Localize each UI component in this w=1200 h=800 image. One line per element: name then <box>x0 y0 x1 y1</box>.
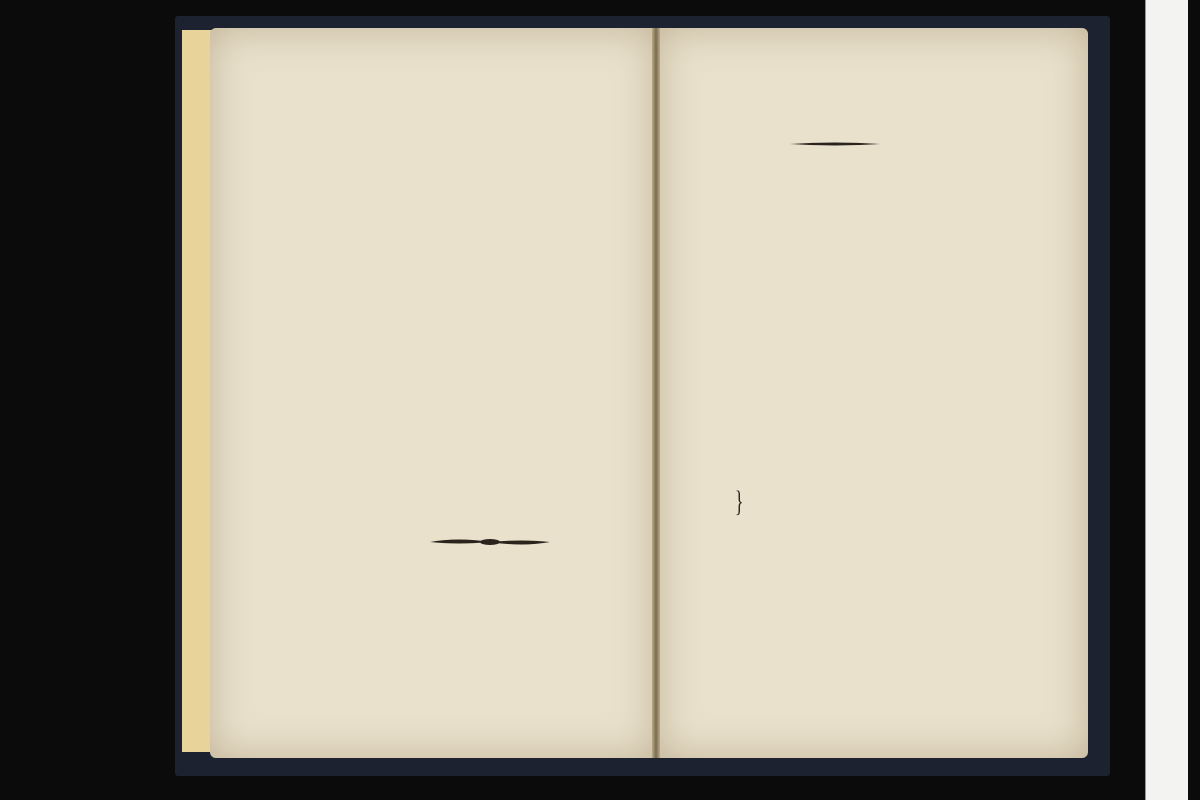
book-gutter <box>652 28 660 758</box>
measuring-ruler <box>1145 0 1188 800</box>
ornament-divider <box>428 536 552 548</box>
right-page <box>658 28 1088 758</box>
left-page <box>210 28 655 758</box>
brace-glyph: } <box>734 485 744 518</box>
heading-rule-ornament <box>790 141 880 147</box>
